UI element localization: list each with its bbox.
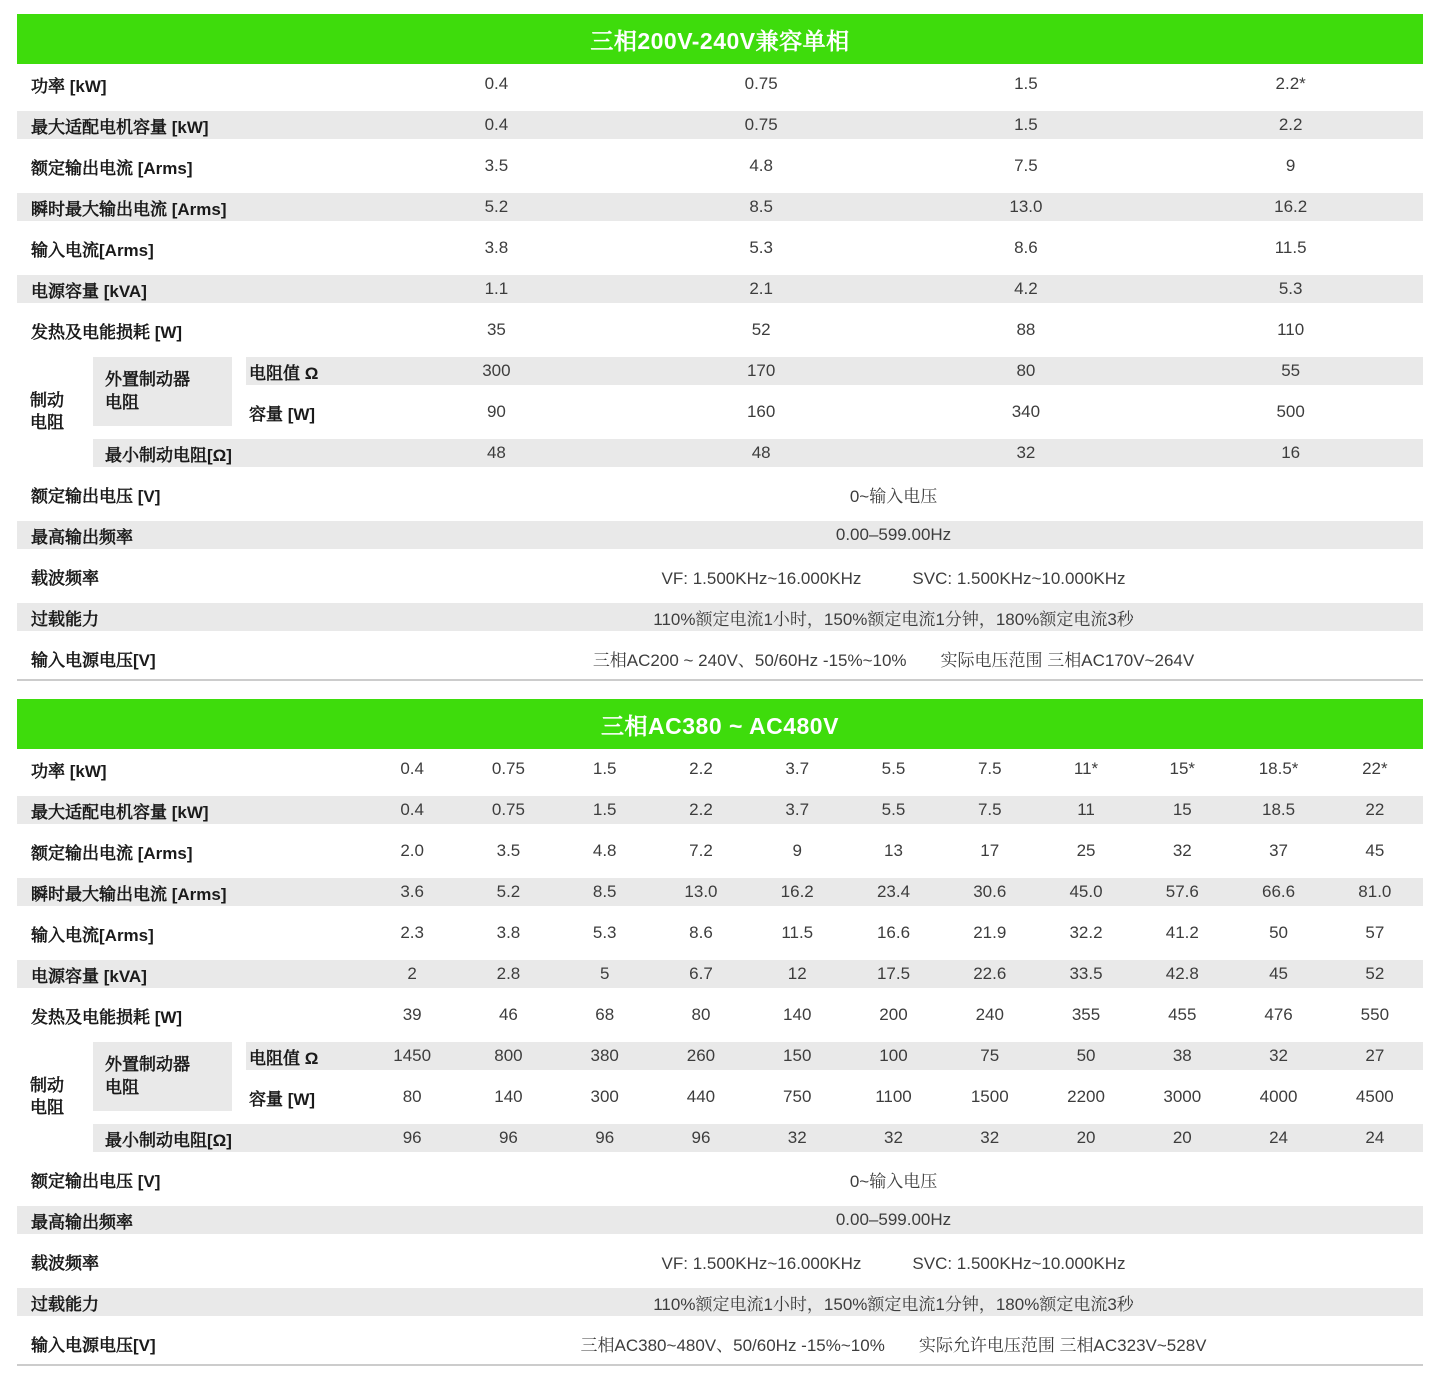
min-brake-label-cell: 最小制动电阻[Ω] <box>93 433 364 474</box>
spec-value-cell: 81.0 <box>1327 872 1423 913</box>
spec-value-cell: 0.4 <box>364 105 629 146</box>
min-brake-label-cell: 最小制动电阻[Ω] <box>93 1118 364 1159</box>
spec-label-cell: 功率 [kW] <box>17 64 364 105</box>
spec-value-cell: 68 <box>557 995 653 1036</box>
spec-value-cell: 88 <box>894 310 1159 351</box>
spec-value-cell: 8.5 <box>629 187 894 228</box>
spec-value-cell: 96 <box>653 1118 749 1159</box>
spec-value-cell: 9 <box>1158 146 1423 187</box>
spec-value-cell: 48 <box>364 433 629 474</box>
spec-value-cell: 57 <box>1327 913 1423 954</box>
label-line: 电阻 <box>105 392 139 412</box>
spec-value-cell: 5.2 <box>460 872 556 913</box>
spec-value-cell: 15 <box>1134 790 1230 831</box>
spec-value-cell: 46 <box>460 995 556 1036</box>
spec-value-cell: 32 <box>845 1118 941 1159</box>
spec-value-cell: 7.5 <box>942 790 1038 831</box>
spec-value-cell: 0.75 <box>629 64 894 105</box>
spec-value-cell: 11 <box>1038 790 1134 831</box>
spec-value-cell: 23.4 <box>845 872 941 913</box>
spec-value-cell: 13 <box>845 831 941 872</box>
spec-value-cell: 150 <box>749 1036 845 1077</box>
spec-value-cell: 5 <box>557 954 653 995</box>
spec-value-cell: 5.5 <box>845 790 941 831</box>
spec-value-cell: 240 <box>942 995 1038 1036</box>
spec-value-cell: 20 <box>1038 1118 1134 1159</box>
spec-value-cell: 42.8 <box>1134 954 1230 995</box>
merged-value-cell: 0~输入电压 <box>364 1159 1423 1200</box>
spec-value-cell: 6.7 <box>653 954 749 995</box>
spec-value-cell: 5.3 <box>1158 269 1423 310</box>
spec-value-cell: 0.4 <box>364 790 460 831</box>
spec-value-cell: 13.0 <box>894 187 1159 228</box>
spec-value-cell: 3.5 <box>460 831 556 872</box>
spec-label-cell: 输入电流[Arms] <box>17 228 364 269</box>
spec-value-cell: 27 <box>1327 1036 1423 1077</box>
spec-value-cell: 3.5 <box>364 146 629 187</box>
spec-value-cell: 80 <box>364 1077 460 1118</box>
spec-value-cell: 33.5 <box>1038 954 1134 995</box>
spec-value-cell: 22.6 <box>942 954 1038 995</box>
spec-label-cell: 瞬时最大输出电流 [Arms] <box>17 187 364 228</box>
brake-sub-label-cell: 容量 [W] <box>246 392 364 433</box>
spec-value-cell: 355 <box>1038 995 1134 1036</box>
spec-value-cell: 17.5 <box>845 954 941 995</box>
spec-label-cell: 输入电流[Arms] <box>17 913 364 954</box>
spec-value-cell: 52 <box>1327 954 1423 995</box>
spec-value-cell: 96 <box>557 1118 653 1159</box>
spec-value-cell: 140 <box>749 995 845 1036</box>
spec-value-cell: 32.2 <box>1038 913 1134 954</box>
spec-value-cell: 16.6 <box>845 913 941 954</box>
spec-value-cell: 80 <box>894 351 1159 392</box>
spec-value-cell: 18.5 <box>1230 790 1326 831</box>
spec-value-cell: 110 <box>1158 310 1423 351</box>
spec-value-cell: 4.8 <box>629 146 894 187</box>
merged-value-cell: 0.00–599.00Hz <box>364 515 1423 556</box>
spec-value-cell: 18.5* <box>1230 749 1326 790</box>
spec-value-cell: 50 <box>1230 913 1326 954</box>
spec-value-cell: 2.8 <box>460 954 556 995</box>
spec-sheet <box>17 14 1423 1366</box>
spec-value-cell: 140 <box>460 1077 556 1118</box>
spec-value-cell: 4000 <box>1230 1077 1326 1118</box>
spec-value-cell: 100 <box>845 1036 941 1077</box>
merged-value-cell: VF: 1.500KHz~16.000KHz SVC: 1.500KHz~10.000KHz <box>364 1241 1423 1282</box>
spec-value-cell: 2.3 <box>364 913 460 954</box>
table-title-bar <box>17 699 1423 749</box>
table-title: 三相AC380 ~ AC480V <box>601 712 839 739</box>
spec-value-cell: 1.5 <box>894 105 1159 146</box>
spec-value-cell: 16 <box>1158 433 1423 474</box>
merged-value-cell: VF: 1.500KHz~16.000KHz SVC: 1.500KHz~10.000KHz <box>364 556 1423 597</box>
spec-value-cell: 11.5 <box>749 913 845 954</box>
spec-value-cell: 52 <box>629 310 894 351</box>
spec-value-cell: 1500 <box>942 1077 1038 1118</box>
spec-value-cell: 11* <box>1038 749 1134 790</box>
spec-value-cell: 440 <box>653 1077 749 1118</box>
spec-value-cell: 37 <box>1230 831 1326 872</box>
spec-value-cell: 170 <box>629 351 894 392</box>
spec-value-cell: 12 <box>749 954 845 995</box>
spec-value-cell: 550 <box>1327 995 1423 1036</box>
spec-value-cell: 80 <box>653 995 749 1036</box>
spec-value-cell: 16.2 <box>1158 187 1423 228</box>
spec-value-cell: 11.5 <box>1158 228 1423 269</box>
spec-value-cell: 30.6 <box>942 872 1038 913</box>
spec-value-cell: 2.2 <box>653 790 749 831</box>
spec-label-cell: 最大适配电机容量 [kW] <box>17 105 364 146</box>
spec-table <box>17 749 1423 1366</box>
spec-value-cell: 20 <box>1134 1118 1230 1159</box>
spec-value-cell: 25 <box>1038 831 1134 872</box>
spec-value-cell: 7.2 <box>653 831 749 872</box>
spec-label-cell: 输入电源电压[V] <box>17 1323 364 1364</box>
spec-label-cell: 额定输出电压 [V] <box>17 1159 364 1200</box>
spec-value-cell: 32 <box>894 433 1159 474</box>
brake-group-cell <box>17 1036 93 1159</box>
spec-value-cell: 15* <box>1134 749 1230 790</box>
label-line: 电阻 <box>30 413 64 432</box>
spec-value-cell: 5.3 <box>557 913 653 954</box>
spec-label-cell: 载波频率 <box>17 1241 364 1282</box>
spec-value-cell: 476 <box>1230 995 1326 1036</box>
spec-label-cell: 载波频率 <box>17 556 364 597</box>
spec-value-cell: 160 <box>629 392 894 433</box>
spec-value-cell: 8.6 <box>653 913 749 954</box>
spec-value-cell: 0.4 <box>364 749 460 790</box>
spec-value-cell: 380 <box>557 1036 653 1077</box>
spec-value-cell: 41.2 <box>1134 913 1230 954</box>
spec-value-cell: 4.8 <box>557 831 653 872</box>
spec-value-cell: 300 <box>364 351 629 392</box>
brake-group-cell <box>17 351 93 474</box>
spec-label-cell: 过载能力 <box>17 597 364 638</box>
spec-value-cell: 2.2* <box>1158 64 1423 105</box>
spec-value-cell: 2.2 <box>1158 105 1423 146</box>
spec-value-cell: 0.4 <box>364 64 629 105</box>
spec-value-cell: 22* <box>1327 749 1423 790</box>
spec-value-cell: 21.9 <box>942 913 1038 954</box>
spec-value-cell: 3.8 <box>364 228 629 269</box>
spec-value-cell: 57.6 <box>1134 872 1230 913</box>
spec-value-cell: 200 <box>845 995 941 1036</box>
spec-value-cell: 300 <box>557 1077 653 1118</box>
spec-value-cell: 0.75 <box>460 790 556 831</box>
spec-value-cell: 32 <box>942 1118 1038 1159</box>
spec-label-cell: 发热及电能损耗 [W] <box>17 995 364 1036</box>
spec-label-cell: 额定输出电压 [V] <box>17 474 364 515</box>
spec-value-cell: 340 <box>894 392 1159 433</box>
spec-label-cell: 额定输出电流 [Arms] <box>17 146 364 187</box>
spec-value-cell: 0.75 <box>629 105 894 146</box>
spec-label-cell: 最高输出频率 <box>17 515 364 556</box>
brake-outer-cell <box>93 351 246 433</box>
spec-value-cell: 90 <box>364 392 629 433</box>
spec-value-cell: 3.8 <box>460 913 556 954</box>
spec-value-cell: 7.5 <box>894 146 1159 187</box>
spec-label-cell: 电源容量 [kVA] <box>17 954 364 995</box>
merged-value-cell: 110%额定电流1小时，150%额定电流1分钟，180%额定电流3秒 <box>364 1282 1423 1323</box>
spec-value-cell: 1.5 <box>557 790 653 831</box>
spec-value-cell: 2.1 <box>629 269 894 310</box>
brake-sub-label-cell: 容量 [W] <box>246 1077 364 1118</box>
brake-sub-label-cell: 电阻值 Ω <box>246 1036 364 1077</box>
spec-value-cell: 1.5 <box>557 749 653 790</box>
spec-value-cell: 1.5 <box>894 64 1159 105</box>
spec-value-cell: 750 <box>749 1077 845 1118</box>
spec-value-cell: 3000 <box>1134 1077 1230 1118</box>
spec-value-cell: 66.6 <box>1230 872 1326 913</box>
spec-value-cell: 17 <box>942 831 1038 872</box>
spec-value-cell: 800 <box>460 1036 556 1077</box>
spec-value-cell: 32 <box>1230 1036 1326 1077</box>
spec-label-cell: 额定输出电流 [Arms] <box>17 831 364 872</box>
spec-value-cell: 2200 <box>1038 1077 1134 1118</box>
table-title-bar <box>17 14 1423 64</box>
spec-label-cell: 过载能力 <box>17 1282 364 1323</box>
spec-value-cell: 75 <box>942 1036 1038 1077</box>
spec-value-cell: 32 <box>749 1118 845 1159</box>
brake-outer-cell <box>93 1036 246 1118</box>
spec-value-cell: 7.5 <box>942 749 1038 790</box>
spec-value-cell: 4500 <box>1327 1077 1423 1118</box>
spec-value-cell: 4.2 <box>894 269 1159 310</box>
spec-value-cell: 1.1 <box>364 269 629 310</box>
spec-label-cell: 发热及电能损耗 [W] <box>17 310 364 351</box>
spec-value-cell: 35 <box>364 310 629 351</box>
spec-value-cell: 24 <box>1327 1118 1423 1159</box>
spec-value-cell: 3.7 <box>749 790 845 831</box>
spec-value-cell: 2 <box>364 954 460 995</box>
spec-value-cell: 5.3 <box>629 228 894 269</box>
spec-value-cell: 38 <box>1134 1036 1230 1077</box>
spec-label-cell: 输入电源电压[V] <box>17 638 364 679</box>
brake-sub-label-cell: 电阻值 Ω <box>246 351 364 392</box>
spec-label-cell: 最高输出频率 <box>17 1200 364 1241</box>
table-title: 三相200V-240V兼容单相 <box>590 27 850 54</box>
spec-value-cell: 48 <box>629 433 894 474</box>
spec-value-cell: 3.7 <box>749 749 845 790</box>
spec-value-cell: 50 <box>1038 1036 1134 1077</box>
spec-value-cell: 1100 <box>845 1077 941 1118</box>
spec-value-cell: 8.5 <box>557 872 653 913</box>
spec-value-cell: 39 <box>364 995 460 1036</box>
spec-value-cell: 32 <box>1134 831 1230 872</box>
spec-value-cell: 45 <box>1327 831 1423 872</box>
spec-value-cell: 16.2 <box>749 872 845 913</box>
spec-value-cell: 9 <box>749 831 845 872</box>
spec-value-cell: 22 <box>1327 790 1423 831</box>
merged-value-cell: 110%额定电流1小时，150%额定电流1分钟，180%额定电流3秒 <box>364 597 1423 638</box>
spec-value-cell: 45.0 <box>1038 872 1134 913</box>
label-line: 电阻 <box>105 1077 139 1097</box>
spec-value-cell: 5.2 <box>364 187 629 228</box>
label-line: 制动 <box>30 390 64 410</box>
spec-value-cell: 2.2 <box>653 749 749 790</box>
spec-value-cell: 2.0 <box>364 831 460 872</box>
label-line: 电阻 <box>30 1098 64 1117</box>
spec-value-cell: 0.75 <box>460 749 556 790</box>
spec-value-cell: 45 <box>1230 954 1326 995</box>
label-line: 外置制动器 <box>105 1055 190 1075</box>
spec-label-cell: 功率 [kW] <box>17 749 364 790</box>
label-line: 制动 <box>30 1075 64 1095</box>
spec-value-cell: 1450 <box>364 1036 460 1077</box>
spec-value-cell: 3.6 <box>364 872 460 913</box>
spec-label-cell: 瞬时最大输出电流 [Arms] <box>17 872 364 913</box>
spec-value-cell: 96 <box>460 1118 556 1159</box>
spec-value-cell: 55 <box>1158 351 1423 392</box>
merged-value-cell: 三相AC200 ~ 240V、50/60Hz -15%~10% 实际电压范围 三相AC170V~264V <box>364 638 1423 679</box>
spec-value-cell: 500 <box>1158 392 1423 433</box>
spec-value-cell: 455 <box>1134 995 1230 1036</box>
label-line: 外置制动器 <box>105 370 190 390</box>
spec-value-cell: 260 <box>653 1036 749 1077</box>
spec-value-cell: 96 <box>364 1118 460 1159</box>
spec-table <box>17 64 1423 681</box>
merged-value-cell: 三相AC380~480V、50/60Hz -15%~10% 实际允许电压范围 三相AC323V~528V <box>364 1323 1423 1364</box>
spec-value-cell: 8.6 <box>894 228 1159 269</box>
merged-value-cell: 0~输入电压 <box>364 474 1423 515</box>
spec-value-cell: 24 <box>1230 1118 1326 1159</box>
spec-label-cell: 最大适配电机容量 [kW] <box>17 790 364 831</box>
spec-value-cell: 13.0 <box>653 872 749 913</box>
spec-label-cell: 电源容量 [kVA] <box>17 269 364 310</box>
merged-value-cell: 0.00–599.00Hz <box>364 1200 1423 1241</box>
spec-value-cell: 5.5 <box>845 749 941 790</box>
